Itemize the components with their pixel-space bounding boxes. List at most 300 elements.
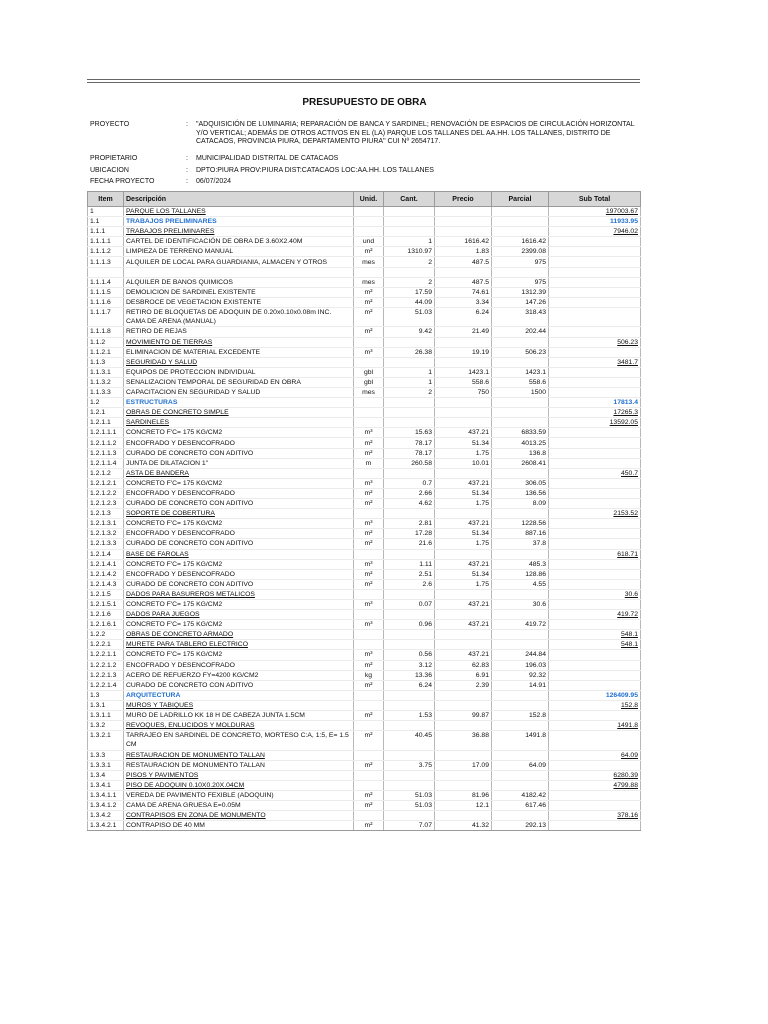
table-row xyxy=(88,731,641,751)
row-unit: m³ xyxy=(354,519,384,529)
row-price: 6.91 xyxy=(435,670,492,680)
row-unit: m² xyxy=(354,438,384,448)
meta-label: UBICACION xyxy=(90,167,129,174)
row-partial: 2608.41 xyxy=(492,458,549,468)
row-partial: 14.91 xyxy=(492,680,549,690)
row-partial xyxy=(492,227,549,237)
row-unit: m² xyxy=(354,579,384,589)
row-subtotal xyxy=(549,428,641,438)
table-row xyxy=(88,780,641,790)
table-row xyxy=(88,801,641,811)
table-row xyxy=(88,217,641,227)
row-subtotal: 2153.52 xyxy=(549,509,641,519)
row-price: 1.75 xyxy=(435,539,492,549)
row-subtotal: 30.6 xyxy=(549,589,641,599)
row-price: 51.34 xyxy=(435,529,492,539)
row-price: 10.01 xyxy=(435,458,492,468)
table-row xyxy=(88,559,641,569)
row-description: ENCOFRADO Y DESENCOFRADO xyxy=(124,488,354,498)
table-row xyxy=(88,499,641,509)
row-subtotal xyxy=(549,660,641,670)
row-partial: 975 xyxy=(492,277,549,287)
row-quantity xyxy=(384,630,435,640)
row-unit xyxy=(354,589,384,599)
row-description: SOPORTE DE COBERTURA xyxy=(124,509,354,519)
row-subtotal xyxy=(549,277,641,287)
row-description: MUROS Y TABIQUES xyxy=(124,700,354,710)
row-quantity: 51.03 xyxy=(384,791,435,801)
document-title: PRESUPUESTO DE OBRA xyxy=(302,97,427,108)
row-item: 1.1.3.1 xyxy=(88,367,124,377)
row-partial xyxy=(492,468,549,478)
row-description: ENCOFRADO Y DESENCOFRADO xyxy=(124,529,354,539)
row-description: MURETE PARA TABLERO ELECTRICO xyxy=(124,640,354,650)
row-partial: 617.46 xyxy=(492,801,549,811)
table-row xyxy=(88,257,641,267)
row-description: SARDINELES xyxy=(124,418,354,428)
row-partial: 4.55 xyxy=(492,579,549,589)
row-subtotal xyxy=(549,297,641,307)
row-item: 1.3.1.1 xyxy=(88,711,124,721)
table-row xyxy=(88,680,641,690)
row-price: 750 xyxy=(435,388,492,398)
table-row xyxy=(88,610,641,620)
row-unit: m² xyxy=(354,297,384,307)
row-description: ENCOFRADO Y DESENCOFRADO xyxy=(124,438,354,448)
row-unit: m² xyxy=(354,731,384,751)
row-quantity: 1 xyxy=(384,377,435,387)
row-partial xyxy=(492,811,549,821)
row-subtotal xyxy=(549,529,641,539)
row-item: 1.1.2 xyxy=(88,337,124,347)
table-row xyxy=(88,458,641,468)
row-unit: mes xyxy=(354,388,384,398)
row-unit xyxy=(354,610,384,620)
row-partial xyxy=(492,217,549,227)
row-item: 1.2.2.1.4 xyxy=(88,680,124,690)
row-quantity xyxy=(384,267,435,277)
row-item: 1.2.1.2 xyxy=(88,468,124,478)
row-description: CURADO DE CONCRETO CON ADITIVO xyxy=(124,680,354,690)
row-item: 1.2.1.3.1 xyxy=(88,519,124,529)
row-quantity xyxy=(384,700,435,710)
meta-value: MUNICIPALIDAD DISTRITAL DE CATACAOS xyxy=(196,155,339,162)
row-unit xyxy=(354,337,384,347)
row-description: MURO DE LADRILLO KK 18 H DE CABEZA JUNTA 1.5CM xyxy=(124,711,354,721)
row-item: 1.2.1.1.1 xyxy=(88,428,124,438)
row-unit: m² xyxy=(354,327,384,337)
row-item: 1.2.1.4.2 xyxy=(88,569,124,579)
row-quantity xyxy=(384,357,435,367)
row-partial: 4182.42 xyxy=(492,791,549,801)
row-price xyxy=(435,509,492,519)
row-item: 1.2.1.3 xyxy=(88,509,124,519)
row-quantity xyxy=(384,337,435,347)
row-item: 1.1.1.7 xyxy=(88,307,124,327)
row-unit: m² xyxy=(354,307,384,327)
row-quantity: 1.53 xyxy=(384,711,435,721)
row-item: 1.1.1 xyxy=(88,227,124,237)
row-description: SEGURIDAD Y SALUD xyxy=(124,357,354,367)
row-price xyxy=(435,418,492,428)
row-item: 1.2.2.1.3 xyxy=(88,670,124,680)
row-unit: m² xyxy=(354,488,384,498)
row-price xyxy=(435,811,492,821)
meta-label: FECHA PROYECTO xyxy=(90,178,155,185)
row-item: 1.3.2 xyxy=(88,721,124,731)
row-partial: 1500 xyxy=(492,388,549,398)
row-unit xyxy=(354,418,384,428)
row-subtotal: 378.16 xyxy=(549,811,641,821)
table-row xyxy=(88,509,641,519)
row-quantity: 0.96 xyxy=(384,620,435,630)
row-unit xyxy=(354,700,384,710)
col-description: Descripción xyxy=(124,192,354,207)
row-item: 1.3.4.1.2 xyxy=(88,801,124,811)
row-item: 1.2.1.4 xyxy=(88,549,124,559)
table-row xyxy=(88,650,641,660)
row-partial xyxy=(492,337,549,347)
table-row xyxy=(88,640,641,650)
row-quantity xyxy=(384,640,435,650)
table-row xyxy=(88,398,641,408)
row-partial xyxy=(492,640,549,650)
row-description: CONCRETO F'C= 175 KG/CM2 xyxy=(124,620,354,630)
row-quantity: 17.28 xyxy=(384,529,435,539)
row-quantity xyxy=(384,721,435,731)
row-partial: 128.86 xyxy=(492,569,549,579)
row-price: 437.21 xyxy=(435,599,492,609)
row-partial: 558.6 xyxy=(492,377,549,387)
row-subtotal xyxy=(549,821,641,831)
row-description: CONTRAPISOS EN ZONA DE MONUMENTO xyxy=(124,811,354,821)
row-partial: 64.09 xyxy=(492,760,549,770)
row-description: CONCRETO F'C= 175 KG/CM2 xyxy=(124,428,354,438)
row-unit: m² xyxy=(354,680,384,690)
row-subtotal xyxy=(549,519,641,529)
row-subtotal: 3481.7 xyxy=(549,357,641,367)
row-quantity: 3.12 xyxy=(384,660,435,670)
row-price: 1.75 xyxy=(435,448,492,458)
row-subtotal xyxy=(549,287,641,297)
row-price: 437.21 xyxy=(435,559,492,569)
row-quantity: 3.75 xyxy=(384,760,435,770)
row-quantity: 4.62 xyxy=(384,499,435,509)
table-row xyxy=(88,247,641,257)
row-price xyxy=(435,589,492,599)
col-item: Item xyxy=(88,192,124,207)
row-subtotal xyxy=(549,237,641,247)
row-subtotal: 548.1 xyxy=(549,630,641,640)
row-subtotal xyxy=(549,559,641,569)
row-quantity: 0.56 xyxy=(384,650,435,660)
row-unit xyxy=(354,750,384,760)
row-description: SENALIZACION TEMPORAL DE SEGURIDAD EN OBRA xyxy=(124,377,354,387)
row-price xyxy=(435,408,492,418)
row-unit xyxy=(354,408,384,418)
row-subtotal: 152.8 xyxy=(549,700,641,710)
row-item: 1.2.1.1 xyxy=(88,418,124,428)
row-description: CONCRETO F'C= 175 KG/CM2 xyxy=(124,519,354,529)
table-row xyxy=(88,337,641,347)
row-description: ALQUILER DE LOCAL PARA GUARDIANIA, ALMACEN Y OTROS xyxy=(124,257,354,267)
row-description: DEMOLICION DE SARDINEL EXISTENTE xyxy=(124,287,354,297)
row-quantity xyxy=(384,418,435,428)
row-unit xyxy=(354,207,384,217)
row-subtotal xyxy=(549,267,641,277)
row-unit: m³ xyxy=(354,650,384,660)
row-price xyxy=(435,770,492,780)
row-quantity xyxy=(384,398,435,408)
row-price: 41.32 xyxy=(435,821,492,831)
table-row xyxy=(88,488,641,498)
row-partial: 152.8 xyxy=(492,711,549,721)
row-subtotal xyxy=(549,569,641,579)
row-price: 2.39 xyxy=(435,680,492,690)
row-price: 1616.42 xyxy=(435,237,492,247)
row-item: 1.2.1.6.1 xyxy=(88,620,124,630)
row-price xyxy=(435,468,492,478)
row-quantity: 6.24 xyxy=(384,680,435,690)
row-partial: 202.44 xyxy=(492,327,549,337)
row-description: ENCOFRADO Y DESENCOFRADO xyxy=(124,660,354,670)
table-row xyxy=(88,287,641,297)
table-row xyxy=(88,690,641,700)
table-row xyxy=(88,367,641,377)
table-row xyxy=(88,297,641,307)
row-partial: 37.8 xyxy=(492,539,549,549)
row-unit: m² xyxy=(354,660,384,670)
row-quantity xyxy=(384,780,435,790)
table-row xyxy=(88,307,641,327)
table-row xyxy=(88,569,641,579)
row-partial: 485.3 xyxy=(492,559,549,569)
row-quantity xyxy=(384,227,435,237)
table-row xyxy=(88,438,641,448)
table-row xyxy=(88,357,641,367)
row-item: 1.1.1.8 xyxy=(88,327,124,337)
row-price: 437.21 xyxy=(435,650,492,660)
row-price xyxy=(435,780,492,790)
row-subtotal: 11933.95 xyxy=(549,217,641,227)
row-subtotal: 6280.39 xyxy=(549,770,641,780)
row-subtotal xyxy=(549,257,641,267)
row-partial xyxy=(492,207,549,217)
row-subtotal: 450.7 xyxy=(549,468,641,478)
row-partial xyxy=(492,589,549,599)
row-price: 437.21 xyxy=(435,620,492,630)
table-row xyxy=(88,549,641,559)
row-partial: 196.03 xyxy=(492,660,549,670)
meta-value: "ADQUISICIÓN DE LUMINARIA; REPARACIÓN DE BANCA Y SARDINEL; RENOVACIÓN DE ESPACIOS DE CIRCULACIÓN HORIZONTAL Y/O VERTICAL; ADEMÁS DE OTROS ACTIVOS EN EL (LA) PARQUE LOS TALLANES DEL AA.HH. LOS TALLANES, DISTRITO DE CATACAOS, PROVINCIA PIURA, DEPARTAMENTO PIURA" CUI Nº 2654717. xyxy=(196,121,635,145)
row-partial: 136.8 xyxy=(492,448,549,458)
table-row xyxy=(88,529,641,539)
row-price xyxy=(435,207,492,217)
meta-label: PROYECTO xyxy=(90,121,130,128)
row-item: 1.1.1.2 xyxy=(88,247,124,257)
row-item: 1.2.1.1.3 xyxy=(88,448,124,458)
table-row xyxy=(88,670,641,680)
row-quantity: 44.09 xyxy=(384,297,435,307)
row-description: RESTAURACION DE MONUMENTO TALLAN xyxy=(124,760,354,770)
row-partial: 244.84 xyxy=(492,650,549,660)
row-partial xyxy=(492,721,549,731)
row-quantity: 9.42 xyxy=(384,327,435,337)
row-price xyxy=(435,610,492,620)
row-item: 1.1.3 xyxy=(88,357,124,367)
row-description: DESBROCE DE VEGETACION EXISTENTE xyxy=(124,297,354,307)
row-description: ARQUITECTURA xyxy=(124,690,354,700)
row-description: TRABAJOS PRELIMINARES xyxy=(124,217,354,227)
row-description: RESTAURACION DE MONUMENTO TALLAN xyxy=(124,750,354,760)
col-unit: Unid. xyxy=(354,192,384,207)
row-item xyxy=(88,267,124,277)
row-partial xyxy=(492,630,549,640)
row-subtotal: 4799.88 xyxy=(549,780,641,790)
table-row xyxy=(88,478,641,488)
row-unit xyxy=(354,227,384,237)
row-subtotal xyxy=(549,458,641,468)
row-quantity: 1 xyxy=(384,237,435,247)
row-item: 1.2.1.2.3 xyxy=(88,499,124,509)
row-quantity xyxy=(384,811,435,821)
row-quantity xyxy=(384,770,435,780)
row-unit: m³ xyxy=(354,347,384,357)
col-partial: Parcial xyxy=(492,192,549,207)
row-price xyxy=(435,750,492,760)
row-price: 81.96 xyxy=(435,791,492,801)
row-price: 21.49 xyxy=(435,327,492,337)
row-subtotal: 17813.4 xyxy=(549,398,641,408)
row-unit xyxy=(354,640,384,650)
row-quantity: 51.03 xyxy=(384,801,435,811)
table-row xyxy=(88,448,641,458)
row-subtotal xyxy=(549,711,641,721)
col-subtotal: Sub Total xyxy=(549,192,641,207)
row-item: 1.2.1 xyxy=(88,408,124,418)
row-partial: 4013.25 xyxy=(492,438,549,448)
row-item: 1.2 xyxy=(88,398,124,408)
row-partial xyxy=(492,700,549,710)
row-description: BASE DE FAROLAS xyxy=(124,549,354,559)
row-description: ESTRUCTURAS xyxy=(124,398,354,408)
table-row xyxy=(88,579,641,589)
row-subtotal xyxy=(549,801,641,811)
table-row xyxy=(88,821,641,831)
row-unit: m² xyxy=(354,711,384,721)
table-row xyxy=(88,811,641,821)
row-unit xyxy=(354,690,384,700)
row-price: 1.75 xyxy=(435,499,492,509)
row-subtotal: 13592.05 xyxy=(549,418,641,428)
row-item: 1.2.1.5.1 xyxy=(88,599,124,609)
row-description: MOVIMIENTO DE TIERRAS xyxy=(124,337,354,347)
row-description: CAPACITACION EN SEGURIDAD Y SALUD xyxy=(124,388,354,398)
row-subtotal xyxy=(549,388,641,398)
row-price xyxy=(435,690,492,700)
row-price: 558.6 xyxy=(435,377,492,387)
table-row xyxy=(88,660,641,670)
row-item: 1.2.1.3.2 xyxy=(88,529,124,539)
row-unit xyxy=(354,721,384,731)
row-unit: kg xyxy=(354,670,384,680)
row-description: CURADO DE CONCRETO CON ADITIVO xyxy=(124,579,354,589)
row-subtotal xyxy=(549,247,641,257)
row-item: 1.1.1.6 xyxy=(88,297,124,307)
row-unit: m² xyxy=(354,791,384,801)
row-unit: m³ xyxy=(354,559,384,569)
row-price: 1423.1 xyxy=(435,367,492,377)
row-price: 51.34 xyxy=(435,488,492,498)
table-row xyxy=(88,599,641,609)
row-quantity xyxy=(384,589,435,599)
row-partial xyxy=(492,509,549,519)
row-item: 1.1.2.1 xyxy=(88,347,124,357)
row-price xyxy=(435,217,492,227)
row-quantity: 260.58 xyxy=(384,458,435,468)
row-quantity: 26.38 xyxy=(384,347,435,357)
row-quantity xyxy=(384,610,435,620)
row-unit: m³ xyxy=(354,599,384,609)
row-partial: 506.23 xyxy=(492,347,549,357)
row-item: 1.3.4 xyxy=(88,770,124,780)
table-row xyxy=(88,620,641,630)
row-unit xyxy=(354,630,384,640)
row-item: 1.3.2.1 xyxy=(88,731,124,751)
row-quantity: 1.11 xyxy=(384,559,435,569)
row-item: 1.2.2.1.2 xyxy=(88,660,124,670)
table-row xyxy=(88,347,641,357)
row-quantity: 13.36 xyxy=(384,670,435,680)
row-description: EQUIPOS DE PROTECCION INDIVIDUAL xyxy=(124,367,354,377)
row-description: LIMPIEZA DE TERRENO MANUAL xyxy=(124,247,354,257)
row-item: 1.3.4.2.1 xyxy=(88,821,124,831)
row-quantity xyxy=(384,509,435,519)
row-unit: m³ xyxy=(354,620,384,630)
row-price xyxy=(435,640,492,650)
row-partial: 1616.42 xyxy=(492,237,549,247)
row-unit: m³ xyxy=(354,428,384,438)
row-description: OBRAS DE CONCRETO ARMADO xyxy=(124,630,354,640)
row-quantity: 40.45 xyxy=(384,731,435,751)
row-price: 1.75 xyxy=(435,579,492,589)
table-row xyxy=(88,428,641,438)
row-description: RETIRO DE BLOQUETAS DE ADOQUIN DE 0.20x0.10x0.08m INC. CAMA DE ARENA (MANUAL) xyxy=(124,307,354,327)
table-row xyxy=(88,589,641,599)
row-price: 51.34 xyxy=(435,569,492,579)
row-subtotal xyxy=(549,478,641,488)
row-description: VEREDA DE PAVIMENTO FEXIBLE (ADOQUIN) xyxy=(124,791,354,801)
row-unit xyxy=(354,267,384,277)
row-partial xyxy=(492,549,549,559)
row-unit xyxy=(354,217,384,227)
row-partial: 147.26 xyxy=(492,297,549,307)
row-unit: m² xyxy=(354,539,384,549)
row-item: 1.2.1.4.3 xyxy=(88,579,124,589)
row-unit: m² xyxy=(354,448,384,458)
row-price: 51.34 xyxy=(435,438,492,448)
row-description: DADOS PARA BASUREROS METALICOS xyxy=(124,589,354,599)
row-subtotal xyxy=(549,670,641,680)
row-item: 1.1.1.4 xyxy=(88,277,124,287)
row-subtotal xyxy=(549,347,641,357)
row-quantity: 0.07 xyxy=(384,599,435,609)
row-partial: 1312.39 xyxy=(492,287,549,297)
row-partial xyxy=(492,750,549,760)
row-unit xyxy=(354,398,384,408)
row-price: 12.1 xyxy=(435,801,492,811)
row-description: ASTA DE BANDERA xyxy=(124,468,354,478)
